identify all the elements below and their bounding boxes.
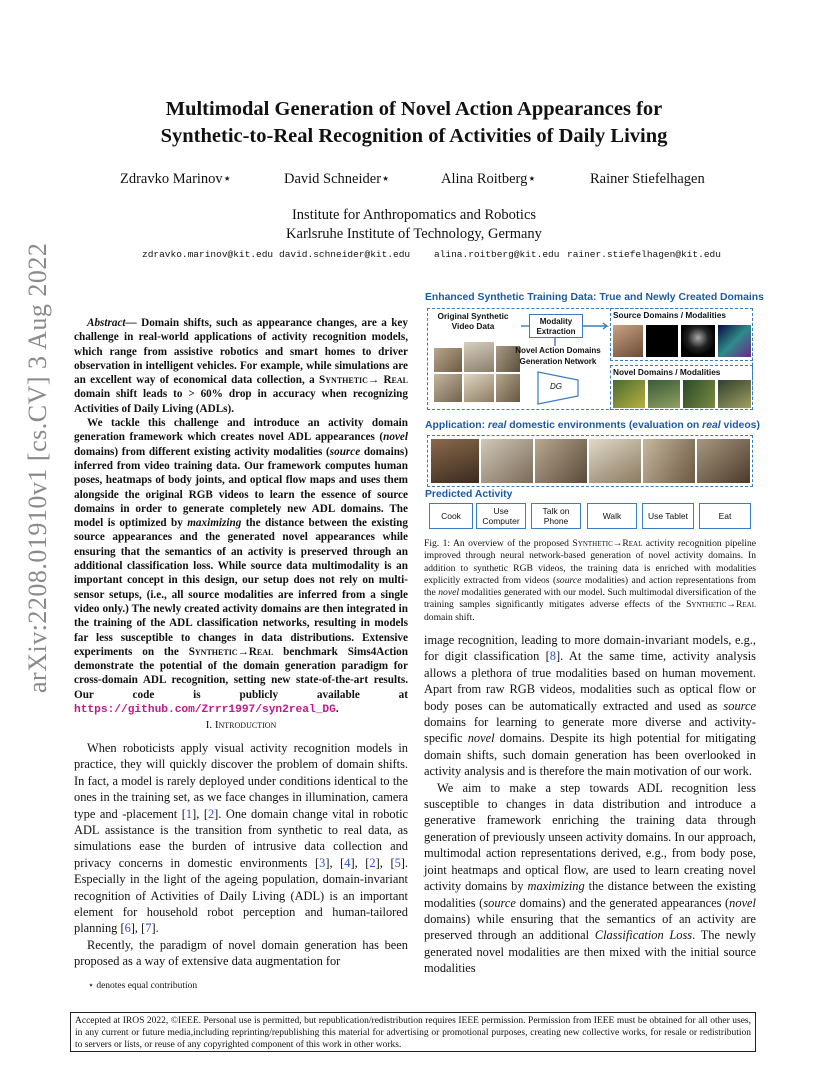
citation-link[interactable]: 6 [124, 921, 131, 936]
intro-span: ]. Especially in the light of the ageing population, domain-invariant recognition of Activities of Daily Living (ADL) is an important element for household robot perception and human-tailored planning [ [74, 855, 409, 936]
body-em: Classification Loss [594, 928, 693, 943]
real-frame [589, 439, 641, 483]
activity-box: Use Computer [476, 503, 526, 529]
source-pose-frame [646, 325, 678, 357]
citation-link[interactable]: 4 [344, 855, 351, 870]
synthetic-frame [496, 374, 520, 402]
caption-text: activity recognition pipeline improved through neural network-based generation of novel activity domains. In addition to synthetic RGB videos, the training data is enriched with modalities explicitly extracted from videos ( [424, 538, 757, 586]
abstract-text: — Domain shifts, such as appearance changes, are a key challenge in real-world applications of activity recognition models, which range from assistive robotics and smart homes to driver observation in intelligent vehicles. For example, while simulations are an excellent way of economical data collection, a [74, 317, 408, 387]
activity-box: Cook [429, 503, 473, 529]
citation-link[interactable]: 1 [185, 806, 193, 821]
right-column-text [424, 632, 756, 977]
citation-link[interactable]: 2 [207, 806, 215, 821]
caption-text: modalities) and action representations from the [424, 574, 757, 599]
body-span: domains. Despite its high potential for mitigating domain shifts, such domain generation has been overlooked in activity analysis and is therefore the main motivation of our work. [424, 731, 757, 779]
abstract-em: source [329, 445, 361, 458]
author-4: Rainer Stiefelhagen [590, 171, 705, 187]
abstract-text: We tackle this challenge and introduce an activity domain generation framework which creates novel ADL appearances ( [74, 417, 408, 444]
body-em: maximizing [527, 879, 585, 894]
application-text: videos) [720, 420, 760, 431]
body-em: source [483, 895, 516, 910]
affiliation-line-1: Institute for Anthropomatics and Robotics [291, 207, 537, 223]
citation-link[interactable]: 3 [319, 855, 326, 870]
section-heading [74, 719, 408, 731]
abstract-text: domains) inferred from video training data. Our framework computes human poses, heatmaps of body joints, and optical flow maps and uses them alongside the original RGB videos to learn the essence of source domains in order to generate completely new ADL domains. The model is optimized by [74, 445, 409, 530]
figure-1 [424, 290, 764, 535]
abstract-em: maximizing [187, 517, 242, 530]
body-span: domains for learning to generate more diverse and activity-specific [424, 715, 756, 746]
caption-sc: Synthetic→Real [572, 538, 643, 549]
activity-box: Walk [587, 503, 637, 529]
paper-title [0, 96, 828, 150]
citation-link[interactable]: 2 [369, 855, 376, 870]
body-em: source [723, 698, 756, 713]
abstract-text: benchmark Sims4Action demonstrate the potential of the domain generation paradigm for cross-domain ADL recognition, setting new state-of-the-art results. Our code is publicly available at [74, 645, 408, 701]
intro-span: ], [ [192, 806, 208, 821]
section-title: Introduction [214, 719, 277, 731]
novel-frame [648, 380, 680, 408]
email-2: david.schneider@kit.edu [279, 249, 411, 260]
real-frame [697, 439, 750, 483]
arxiv-identifier: arXiv:2208.01910v1 [cs.CV] 3 Aug 2022 [23, 242, 52, 693]
affiliation-line-2: Karlsruhe Institute of Technology, Germany [286, 226, 542, 242]
caption-em: novel [438, 587, 459, 599]
figure-title: Enhanced Synthetic Training Data: True and Newly Created Domains [425, 292, 764, 303]
email-3: alina.roitberg@kit.edu [434, 249, 560, 260]
body-span: ]. At the same time, activity analysis allows a plethora of true modalities based on human movement. Apart from raw RGB videos, modalities such as optical flow or body poses can be automatically extracted and used as [424, 649, 756, 713]
title-line-1: Multimodal Generation of Novel Action Appearances for [165, 98, 663, 120]
copyright-notice: Accepted at IROS 2022, ©IEEE. Personal use is permitted, but republication/redistribution requires IEEE permission. Permission from IEEE must be obtained for all other uses, in any current or future media,including reprinting/republishing this material for advertising or promotional purposes, creating new collective works, for resale or redistribution to servers or lists, or reuse of any copyrighted component of this work in other works. [70, 1012, 756, 1052]
citation-link[interactable]: 5 [394, 855, 401, 870]
caption-text: domain shift. [424, 611, 475, 623]
abstract-sc: Synthetic→Real [188, 645, 274, 658]
intro-span: ], [ [130, 921, 146, 936]
caption-text: modalities generated with our model. Such multimodal diversification of the training samples significantly mitigates adverse effects of the [424, 587, 756, 611]
dg-label: DG [550, 382, 562, 391]
caption-sc: Synthetic→Real [686, 599, 756, 611]
modality-extraction-box: Modality Extraction [529, 314, 583, 338]
application-text: Application: [425, 420, 488, 431]
intro-span: ]. One domain change vital in robotic ADL assistance is the transition from synthetic to real data, as simulations ease the burden of intrusive data collection and privacy concerns in domestic environments [ [74, 806, 409, 870]
application-title [425, 420, 760, 431]
body-em: novel [729, 895, 757, 910]
predicted-activity-label: Predicted Activity [425, 489, 513, 500]
real-frame [643, 439, 695, 483]
real-frame [431, 439, 479, 483]
application-text: domestic environments (evaluation on [506, 420, 703, 431]
novel-frame [718, 380, 751, 408]
figure-caption [424, 538, 756, 624]
body-span: . The newly generated novel modalities are then mixed with the initial source modalities [424, 928, 756, 976]
caption-em: source [556, 574, 582, 586]
citation-link[interactable]: 7 [145, 921, 152, 936]
synthetic-frame [434, 348, 462, 372]
application-em: real [487, 420, 507, 431]
intro-text [74, 740, 408, 970]
footnote: ⋆ denotes equal contribution [88, 981, 198, 991]
body-span: the distance between the existing modalities ( [424, 879, 756, 910]
body-span: domains) and the generated appearances ( [515, 895, 730, 910]
abstract [74, 316, 408, 717]
synthetic-frame [464, 342, 494, 372]
abstract-text: domain shift leads to > 60% drop in accuracy when recognizing Activities of Daily Living (ADLs). [74, 388, 408, 415]
intro-span: When roboticists apply visual activity recognition models in practice, they will quickly discover the problem of domain shifts. In fact, a model is rarely deployed under conditions identical to the ones in the training set, as we face changes in illumination, camera type and -placement [ [74, 741, 408, 821]
novel-frame [613, 380, 645, 408]
citation-link[interactable]: 8 [549, 649, 556, 664]
intro-paragraph-2: Recently, the paradigm of novel domain generation has been proposed as a way of extensive data augmentation for [74, 937, 408, 969]
email-4: rainer.stiefelhagen@kit.edu [567, 249, 721, 260]
intro-span: ]. [151, 921, 159, 936]
synthetic-frame [434, 374, 462, 402]
intro-span: ], [ [350, 855, 370, 870]
real-frame [535, 439, 587, 483]
body-em: novel [467, 731, 495, 746]
novel-domains-label: Novel Domains / Modalities [613, 367, 721, 377]
author-2: David Schneider⋆ [284, 171, 391, 187]
activity-box: Use Tablet [642, 503, 694, 529]
abstract-sc: Synthetic→ Real [319, 374, 408, 387]
novel-frame [683, 380, 715, 408]
source-heatmap-frame [681, 325, 715, 357]
source-flow-frame [718, 325, 751, 357]
body-span: domains) while ensuring that the semantics of an activity are preserved through an additional [424, 911, 756, 943]
abstract-text: the distance between the existing source appearances and the generated novel appearances while ensuring that the semantics of an activity is preserved through an additional classification loss. While source data multimodality is an important concept in this design, our setup does not rely on multi-sensor setups, (i.e., all source modalities are inferred from a single video only.) The newly created activity domains are then integrated in the training of the ADL classification networks, resulting in models far less susceptible to changes in data distributions. Extensive experiments on the [74, 517, 408, 658]
abstract-label: Abstract [87, 317, 126, 329]
original-video-label: Original Synthetic Video Data [437, 311, 509, 331]
intro-span: ], [ [375, 855, 395, 870]
real-frame [481, 439, 533, 483]
author-3: Alina Roitberg⋆ [441, 171, 537, 187]
body-span: We aim to make a step towards ADL recognition less susceptible to changes in data distribution and introduce a generative framework enriching the training data through generation of previously unseen activity domains. In our approach, multimodal action representations derived, e.g., from body pose, joint heatmaps and optical flow, are used to learn creating novel activity domains by [424, 780, 756, 894]
source-rgb-frame [613, 325, 643, 357]
application-em: real [702, 420, 721, 431]
generation-network-label: Novel Action Domains Generation Network [515, 346, 601, 366]
section-number: I. [205, 719, 213, 731]
email-1: zdravko.marinov@kit.edu [142, 249, 274, 260]
body-span: image recognition, leading to more domain-invariant models, e.g., for digit classification [ [424, 633, 756, 664]
source-domains-label: Source Domains / Modalities [613, 310, 726, 320]
abstract-text: . [335, 703, 339, 716]
activity-box: Talk on Phone [531, 503, 581, 529]
title-line-2: Synthetic-to-Real Recognition of Activities of Daily Living [160, 125, 668, 147]
activity-box: Eat [699, 503, 751, 529]
intro-span: ], [ [325, 855, 345, 870]
abstract-text: domains) from different existing activity modalities ( [74, 445, 330, 458]
caption-text: Fig. 1: An overview of the proposed [424, 538, 573, 549]
affiliation [0, 206, 828, 244]
author-1: Zdravko Marinov⋆ [120, 171, 232, 187]
synthetic-frame [464, 374, 494, 402]
abstract-em: novel [383, 431, 408, 444]
code-link[interactable]: https://github.com/Zrrr1997/syn2real_DG [74, 704, 336, 717]
